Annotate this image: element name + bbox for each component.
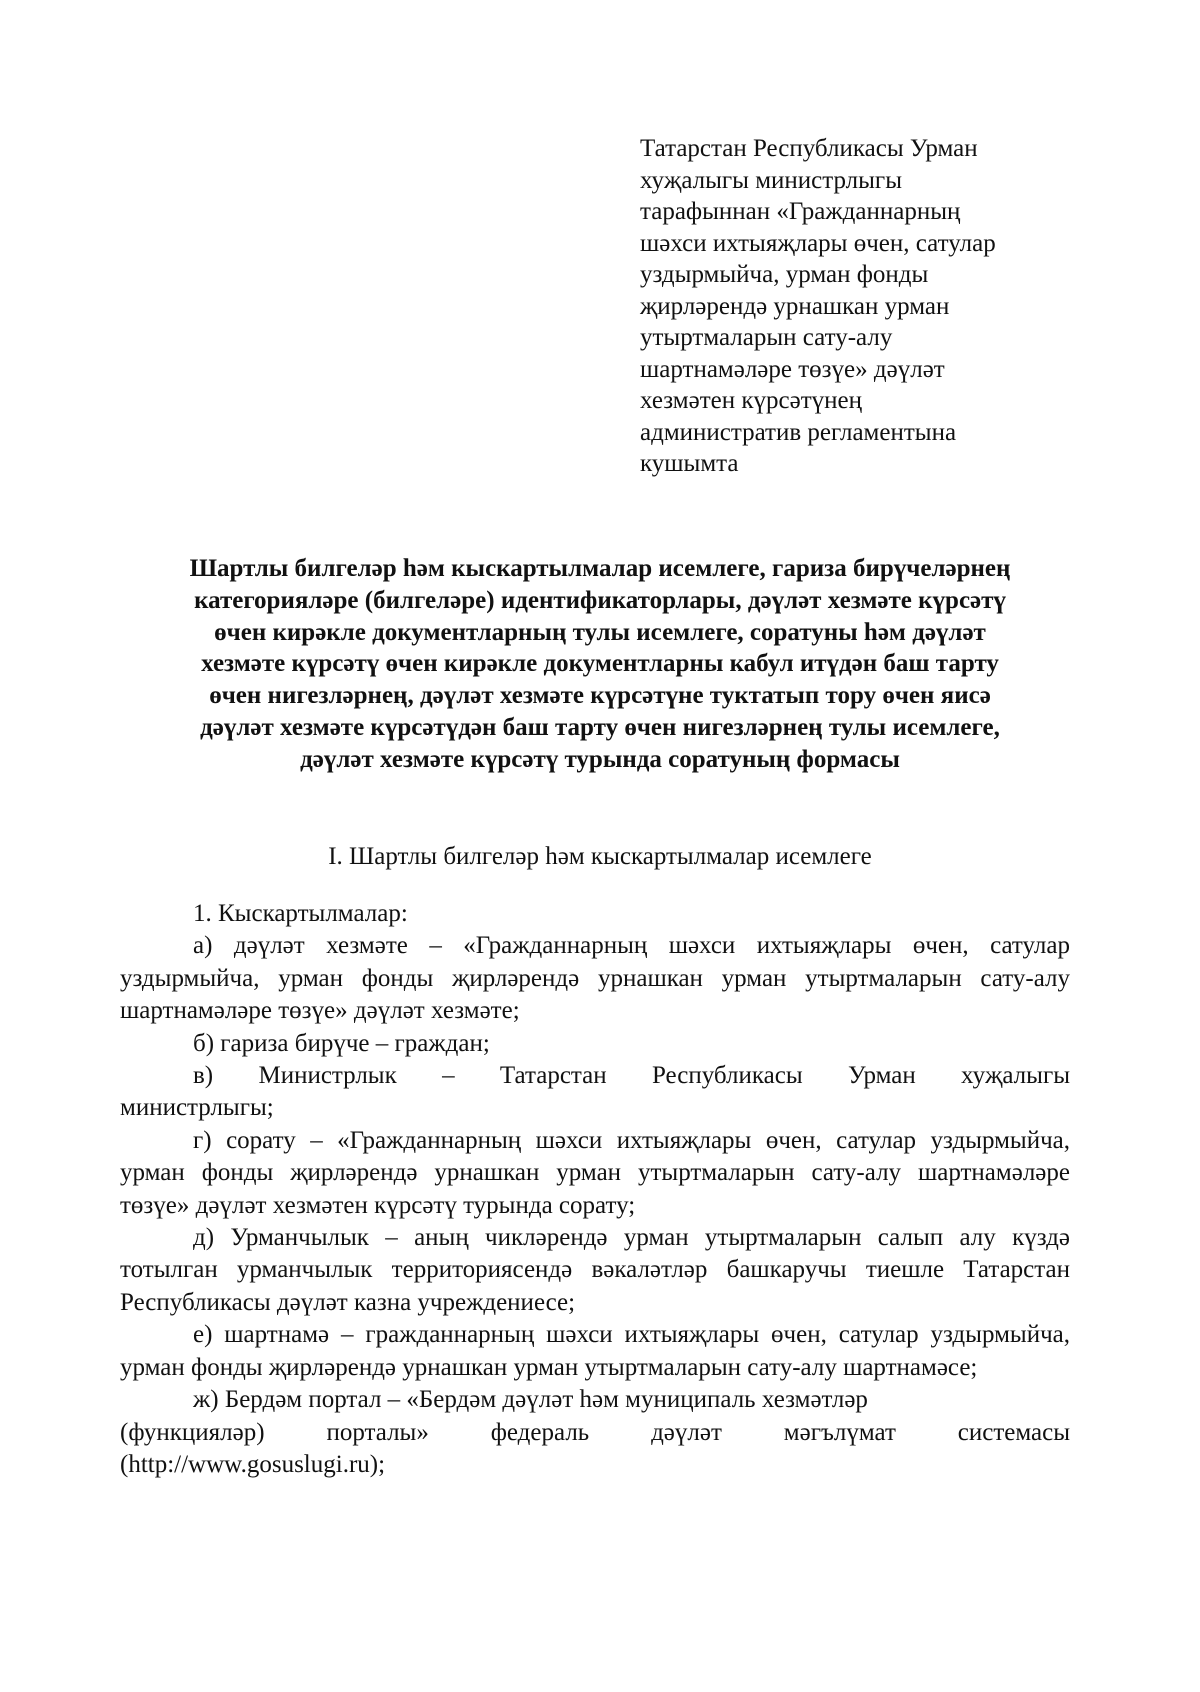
title-line: категорияләре (билгеләре) идентификаторлары, дәүләт хезмәте күрсәтү [194, 586, 1006, 614]
word: порталы» [326, 1418, 429, 1446]
list-item-d: д) Урманчылык – аның чикләрендә урман утыртмаларын салып алу күздә тотылган урманчылык территориясендә вәкаләтләр башкаручы тиешле Татарстан Республикасы дәүләт казна учреждениесе; [120, 1224, 1070, 1316]
list-item-zh-end: (http://www.gosuslugi.ru); [120, 1450, 386, 1478]
word: Министрлык [258, 1062, 397, 1090]
annex-line: тарафыннан «Гражданнарның [640, 198, 961, 225]
title-line: өчен нигезләрнең, дәүләт хезмәте күрсәтүне туктатып тору өчен яисә [209, 682, 991, 710]
list-item-zh-line1: ж) Бердәм портал – «Бердәм дәүләт һәм муниципаль хезмәтләр [193, 1386, 868, 1414]
word: Татарстан [499, 1062, 607, 1090]
word: (функцияләр) [120, 1418, 265, 1446]
annex-line: җирләрендә урнашкан урман [640, 292, 950, 320]
annex-line: утыртмаларын сату-алу [640, 324, 893, 351]
word: дәүләт [651, 1418, 722, 1446]
title-line: дәүләт хезмәте күрсәтү турында соратуның формасы [300, 745, 900, 773]
annex-line: административ регламентына [640, 418, 957, 446]
list-heading: 1. Кыскартылмалар: [193, 900, 408, 927]
annex-line: шартнамәләре төзүе» дәүләт [640, 355, 945, 383]
annex-line: кушымта [640, 450, 739, 477]
word: мәгълүмат [783, 1418, 896, 1446]
word: Республикасы [651, 1062, 803, 1090]
annex-line: шәхси ихтыяҗлары өчен, сатулар [640, 229, 996, 257]
list-item-e: е) шартнамә – гражданнарның шәхси ихтыяҗлары өчен, сатулар уздырмыйча, урман фонды җирләрендә урнашкан урман утыртмаларын сату-алу шартнамәсе; [120, 1321, 1070, 1381]
word: федераль [490, 1418, 590, 1446]
section-heading: I. Шартлы билгеләр һәм кыскартылмалар исемлеге [328, 843, 872, 870]
list-item-b: б) гариза бирүче – граждан; [193, 1029, 490, 1057]
annex-header [640, 133, 1070, 480]
list-item-g: г) сорату – «Гражданнарның шәхси ихтыяҗлары өчен, сатулар уздырмыйча, урман фонды җирләрендә урнашкан урман утыртмаларын сату-алу шартнамәләре төзүе» дәүләт хезмәтен күрсәтү турында сорату; [120, 1126, 1070, 1219]
word: Урман [847, 1062, 916, 1090]
title-line: Шартлы билгеләр һәм кыскартылмалар исемлеге, гариза бирүчеләрнең [189, 555, 1011, 582]
title-line: хезмәте күрсәтү өчен кирәкле документларны кабул итүдән баш тарту [201, 650, 999, 678]
word: в) [193, 1062, 214, 1090]
list-item-v-end: министрлыгы; [120, 1094, 274, 1122]
list-item-a: а) дәүләт хезмәте – «Гражданнарның шәхси ихтыяҗлары өчен, сатулар уздырмыйча, урман фонды җирләрендә урнашкан урман утыртмаларын сату-алу шартнамәләре төзүе» дәүләт хезмәте; [120, 932, 1070, 1025]
document-title [115, 553, 1085, 776]
list-item-v-line [120, 1060, 1070, 1092]
title-line: дәүләт хезмәте күрсәтүдән баш тарту өчен нигезләрнең тулы исемлеге, [200, 713, 1000, 741]
word: – [442, 1062, 455, 1090]
word: системасы [957, 1418, 1070, 1446]
annex-line: уздырмыйча, урман фонды [640, 261, 929, 288]
annex-line: Татарстан Республикасы Урман [640, 135, 978, 162]
title-line: өчен кирәкле документларның тулы исемлеге, соратуны һәм дәүләт [214, 618, 986, 646]
document-body [120, 898, 1070, 1481]
list-item-zh-line2 [120, 1417, 1070, 1449]
annex-line: хезмәтен күрсәтүнең [640, 387, 862, 414]
word: хуҗалыгы [961, 1062, 1070, 1090]
annex-line: хуҗалыгы министрлыгы [640, 166, 902, 194]
